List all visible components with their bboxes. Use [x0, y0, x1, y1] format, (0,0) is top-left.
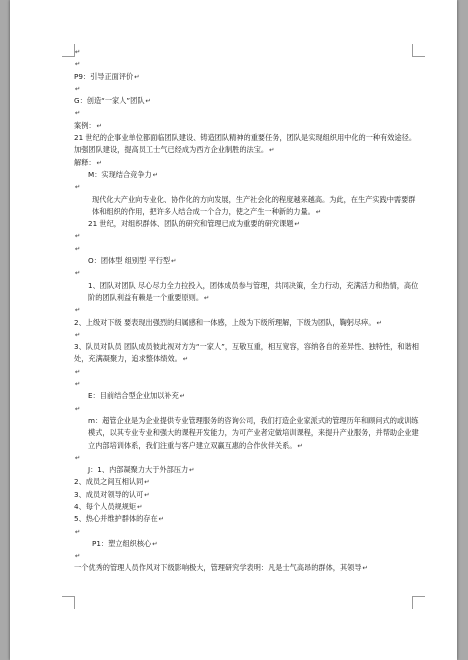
- text-line: [74, 218, 420, 230]
- text-line: [74, 366, 420, 378]
- text-line: [74, 230, 420, 242]
- text-line: [74, 513, 420, 525]
- line-text: 2、成员之间互相认同: [74, 477, 144, 487]
- text-line: [74, 317, 420, 329]
- text-line: [74, 194, 420, 219]
- paragraph-mark-icon: ↵: [75, 380, 81, 389]
- paragraph-mark-icon: ↵: [362, 564, 368, 573]
- paragraph-mark-icon: ↵: [75, 453, 81, 462]
- line-text: 现代化大产业向专业化、协作化的方向发展，生产社会化的程度越来越高。为此，在生产实践中需要群体和组织的作用，把许多人结合成一个合力，使之产生一种新的力量。: [92, 194, 416, 216]
- line-text: J：1、内部凝聚力大于外部压力: [88, 465, 189, 475]
- document-body[interactable]: [74, 46, 420, 575]
- paragraph-mark-icon: ↵: [75, 527, 81, 536]
- line-text: G：创造“一家人”团队: [74, 96, 145, 106]
- text-line: [74, 403, 420, 415]
- paragraph-mark-icon: ↵: [145, 97, 151, 106]
- text-line: [74, 390, 420, 402]
- text-line: [74, 255, 420, 267]
- text-line: [74, 157, 420, 169]
- paragraph-mark-icon: ↵: [144, 478, 150, 487]
- text-line: [74, 526, 420, 538]
- paragraph-mark-icon: ↵: [75, 306, 81, 315]
- line-text: 4、每个人员规规矩: [74, 501, 137, 511]
- paragraph-mark-icon: ↵: [144, 490, 150, 499]
- text-line: [74, 341, 420, 366]
- paragraph-mark-icon: ↵: [269, 146, 275, 155]
- text-line: [74, 107, 420, 119]
- paragraph-mark-icon: ↵: [204, 293, 210, 302]
- text-line: [74, 415, 420, 452]
- paragraph-mark-icon: ↵: [96, 158, 103, 167]
- text-line: [74, 71, 420, 83]
- text-line: [74, 132, 420, 157]
- paragraph-mark-icon: ↵: [315, 207, 322, 216]
- text-line: [74, 304, 420, 316]
- crop-mark-bottom-left: [62, 596, 75, 609]
- line-text: 3、队员对队员 团队成员彼此视对方为“一家人”，互敬互重，相互宽容，容纳各自的差异性、独特性，和谐相处，充满凝聚力，追求整体绩效。: [74, 342, 419, 364]
- paragraph-mark-icon: ↵: [75, 60, 81, 69]
- text-line: [74, 550, 420, 562]
- text-line: [74, 243, 420, 255]
- paragraph-mark-icon: ↵: [171, 257, 177, 266]
- paragraph-mark-icon: ↵: [75, 404, 81, 413]
- line-text: m：超管企业是为企业提供专业管理服务的咨询公司，我们打造企业家派式的管理历年和顾问式的或训练模式，以其专业专业和强大的课程开发能力，为可产业者定做培训课程，来提升产业服务，并帮助企业建立内部培训体系，我们注重与客户建立双赢互惠的合作伙伴关系。: [88, 415, 419, 450]
- crop-mark-bottom-right: [412, 596, 425, 609]
- paragraph-mark-icon: ↵: [75, 552, 81, 561]
- text-line: [74, 501, 420, 513]
- paragraph-mark-icon: ↵: [75, 244, 81, 253]
- line-text: P1：塑立组织核心: [92, 538, 152, 548]
- line-text: 解释：: [74, 157, 96, 167]
- text-line: [74, 267, 420, 279]
- text-line: [74, 120, 420, 132]
- text-line: [74, 489, 420, 501]
- line-text: O：团体型 组别型 平行型: [88, 256, 171, 266]
- line-text: 21 世纪的企事业单位都面临团队建设、铸造团队精神的重要任务，团队是实现组织用中化的一种有效途径。加强团队建设，提高员工士气已经成为西方企业制胜的法宝。: [74, 133, 417, 155]
- text-line: [74, 181, 420, 193]
- line-text: E：目前结合型企业加以补充: [88, 391, 179, 401]
- text-line: [74, 452, 420, 464]
- paragraph-mark-icon: ↵: [75, 183, 81, 192]
- paragraph-mark-icon: ↵: [75, 109, 81, 118]
- text-line: [74, 58, 420, 70]
- paragraph-mark-icon: ↵: [152, 170, 159, 179]
- paragraph-mark-icon: ↵: [297, 441, 303, 450]
- paragraph-mark-icon: ↵: [189, 466, 195, 475]
- paragraph-mark-icon: ↵: [152, 539, 158, 548]
- line-text: 5、热心并维护群体的存在: [74, 514, 158, 524]
- paragraph-mark-icon: ↵: [158, 515, 165, 524]
- document-page: [10, 0, 457, 660]
- text-line: [74, 169, 420, 181]
- text-line: [74, 464, 420, 476]
- paragraph-mark-icon: ↵: [294, 220, 300, 229]
- line-text: 案例：: [74, 120, 96, 130]
- text-line: [74, 46, 420, 58]
- text-line: [74, 476, 420, 488]
- text-line: [74, 562, 420, 574]
- paragraph-mark-icon: ↵: [75, 330, 81, 339]
- text-line: [74, 95, 420, 107]
- paragraph-mark-icon: ↵: [75, 269, 81, 278]
- line-text: 21 世纪，对组织群体、团队的研究和管理已成为重要的研究课题: [88, 219, 294, 229]
- line-text: M：实现结合竞争力: [88, 169, 152, 179]
- text-line: [74, 329, 420, 341]
- line-text: P9：引导正面评价: [74, 71, 134, 81]
- paragraph-mark-icon: ↵: [179, 392, 186, 401]
- paragraph-mark-icon: ↵: [75, 84, 81, 93]
- paragraph-mark-icon: ↵: [75, 48, 81, 56]
- paragraph-mark-icon: ↵: [376, 318, 383, 327]
- line-text: 一个优秀的管理人员作风对下级影响极大，管理研究学表明：凡是士气高昂的群体，其领导: [74, 563, 362, 573]
- paragraph-mark-icon: ↵: [134, 72, 140, 81]
- text-line: [74, 83, 420, 95]
- text-line: [74, 538, 420, 550]
- paragraph-mark-icon: ↵: [137, 502, 143, 511]
- line-text: 1、团队对团队 尽心尽力全力拉投入，团体成员参与管理，共同决策，全力行动，充满活力和热情，高位阶的团队利益有赖是一个重要原则。: [88, 280, 419, 302]
- text-line: [74, 378, 420, 390]
- paragraph-mark-icon: ↵: [96, 121, 103, 130]
- paragraph-mark-icon: ↵: [182, 355, 189, 364]
- text-line: [74, 280, 420, 305]
- line-text: 3、成员对领导的认可: [74, 489, 144, 499]
- paragraph-mark-icon: ↵: [75, 232, 81, 241]
- paragraph-mark-icon: ↵: [75, 367, 81, 376]
- line-text: 2、上级对下级 要表现出强烈的归属感和一体感，上级为下级所理解，下级为团队，鞠躬尽瘁。: [74, 317, 376, 327]
